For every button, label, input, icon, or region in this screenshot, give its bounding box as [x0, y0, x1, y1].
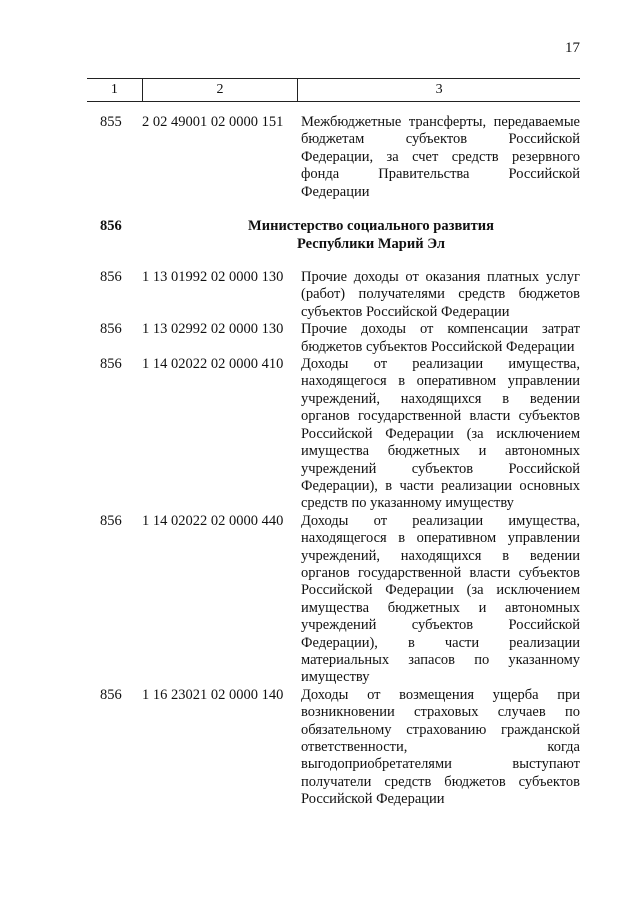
table-header-row — [87, 78, 580, 102]
budget-codes-table — [87, 78, 580, 809]
header-column-1: 1 — [110, 82, 118, 97]
section-title-line-2: Республики Марий Эл — [297, 236, 445, 253]
section-heading-row — [87, 217, 580, 253]
header-column-3: 3 — [297, 79, 580, 101]
description-cell: Доходы от реализации имущества, находящегося в оперативном управлении учреждений, находящихся в ведении органов государственной власти субъектов Российской Федерации (за исключением имущества бюджетных и автономных учреждений субъектов Российской Федерации), в части реализации основных средств по указанному имуществу — [301, 356, 580, 512]
description-cell: Доходы от реализации имущества, находящегося в оперативном управлении учреждений, находящихся в ведении органов государственной власти субъектов Российской Федерации (за исключением имущества бюджетных и автономных учреждений субъектов Российской Федерации), в части реализации материальных запасов по указанному имуществу — [301, 512, 580, 686]
table-row — [87, 114, 580, 201]
table-row — [87, 687, 580, 809]
section-title-line-1: Министерство социального развития — [248, 218, 494, 235]
income-code-cell: 1 13 02992 02 0000 130 — [142, 321, 284, 338]
admin-code-cell: 856 — [100, 321, 122, 338]
header-column-2: 2 — [142, 79, 297, 101]
income-code-cell: 1 14 02022 02 0000 440 — [142, 512, 284, 529]
table-row — [87, 321, 580, 356]
admin-code-cell: 856 — [100, 686, 122, 703]
admin-code-cell: 856 — [100, 269, 122, 286]
income-code-cell: 2 02 49001 02 0000 151 — [142, 114, 284, 130]
admin-code-cell: 855 — [100, 114, 122, 130]
description-cell: Прочие доходы от компенсации затрат бюджетов субъектов Российской Федерации — [301, 321, 580, 355]
description-cell: Доходы от возмещения ущерба при возникновении страховых случаев по обязательному страхованию гражданской ответственности, когда выгодоприобретателями выступают получатели средств бюджетов субъектов Российской Федерации — [301, 686, 580, 808]
income-code-cell: 1 14 02022 02 0000 410 — [142, 356, 284, 373]
table-row — [87, 269, 580, 321]
section-title — [142, 217, 580, 253]
page-number: 17 — [565, 40, 580, 56]
description-cell: Прочие доходы от оказания платных услуг (работ) получателями средств бюджетов субъектов Российской Федерации — [301, 269, 580, 320]
income-code-cell: 1 16 23021 02 0000 140 — [142, 686, 284, 703]
table-row — [87, 513, 580, 687]
income-code-cell: 1 13 01992 02 0000 130 — [142, 269, 284, 286]
table-row — [87, 356, 580, 513]
admin-code-cell: 856 — [100, 356, 122, 373]
description-cell: Межбюджетные трансферты, передаваемые бюджетам субъектов Российской Федерации, за счет средств резервного фонда Правительства Российской Федерации — [301, 114, 580, 200]
admin-code-cell: 856 — [100, 512, 122, 529]
section-code: 856 — [100, 218, 122, 235]
